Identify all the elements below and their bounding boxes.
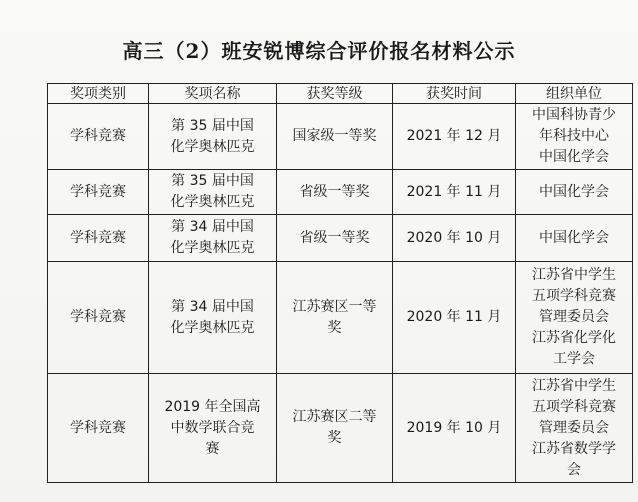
cell-award-name: 第 34 届中国 化学奥林匹克	[149, 215, 277, 262]
cell-category: 学科竞赛	[48, 215, 149, 262]
cell-category: 学科竞赛	[48, 170, 149, 215]
table-row	[48, 215, 633, 262]
header-award-level: 获奖等级	[277, 84, 393, 104]
cell-award-name: 2019 年全国高 中数学联合竞 赛	[149, 374, 277, 483]
cell-organizer: 中国化学会	[516, 215, 633, 262]
table-row	[48, 374, 633, 483]
cell-award-level: 省级一等奖	[277, 215, 393, 262]
table-row	[48, 104, 633, 170]
cell-award-level: 江苏赛区二等 奖	[277, 374, 393, 483]
cell-award-date: 2020 年 11 月	[393, 262, 516, 374]
cell-award-name: 第 35 届中国 化学奥林匹克	[149, 170, 277, 215]
header-award-date: 获奖时间	[393, 84, 516, 104]
award-table	[47, 83, 633, 483]
table-row	[48, 262, 633, 374]
header-award-name: 奖项名称	[149, 84, 277, 104]
cell-award-name: 第 34 届中国 化学奥林匹克	[149, 262, 277, 374]
header-award-category: 奖项类别	[48, 84, 149, 104]
cell-category: 学科竞赛	[48, 262, 149, 374]
cell-category: 学科竞赛	[48, 374, 149, 483]
cell-award-name: 第 35 届中国 化学奥林匹克	[149, 104, 277, 170]
document-title: 高三（2）班安锐博综合评价报名材料公示	[122, 39, 516, 63]
cell-organizer: 江苏省中学生 五项学科竞赛 管理委员会 江苏省化学化 工学会	[516, 262, 633, 374]
cell-category: 学科竞赛	[48, 104, 149, 170]
cell-award-date: 2021 年 12 月	[393, 104, 516, 170]
cell-award-date: 2020 年 10 月	[393, 215, 516, 262]
header-organizer: 组织单位	[516, 84, 633, 104]
cell-award-level: 江苏赛区一等 奖	[277, 262, 393, 374]
cell-award-level: 国家级一等奖	[277, 104, 393, 170]
cell-organizer: 江苏省中学生 五项学科竞赛 管理委员会 江苏省数学学 会	[516, 374, 633, 483]
table-header-row	[48, 84, 633, 104]
table-row	[48, 170, 633, 215]
cell-award-date: 2021 年 11 月	[393, 170, 516, 215]
cell-organizer: 中国科协青少 年科技中心 中国化学会	[516, 104, 633, 170]
cell-award-level: 省级一等奖	[277, 170, 393, 215]
cell-award-date: 2019 年 10 月	[393, 374, 516, 483]
cell-organizer: 中国化学会	[516, 170, 633, 215]
